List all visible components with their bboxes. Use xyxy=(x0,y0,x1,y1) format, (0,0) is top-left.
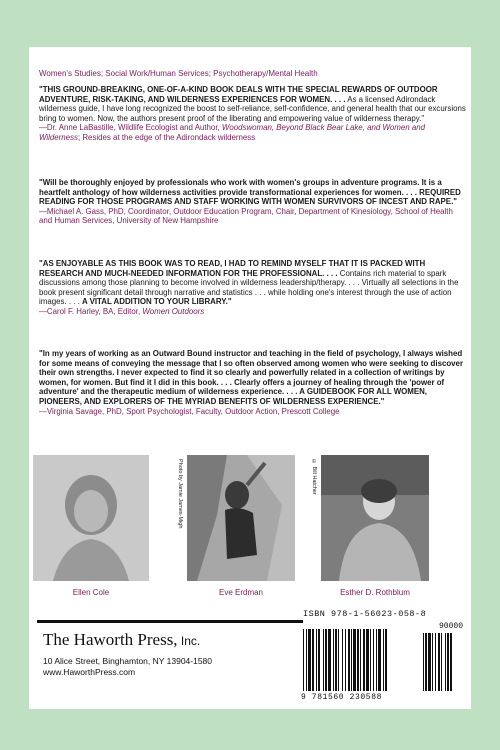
blurb-4-bold: "In my years of working as an Outward Bound instructor and teaching in the field of psychology, I always wished for some means of conveying the message that I so often observed among women who were seeking to discover their own strengths. I never expected to find it so clearly and powerfully related in a collection of writings by women, for women. But find it I did in this book. . . . Clearly offers a journey of healing through the 'power of adventure' and the therapeutic medium of wilderness experience. . . . A GUIDEBOOK FOR ALL WOMEN, PIONEERS, AND EXPLORERS OF THE MYRIAD BENEFITS OF WILDERNESS EXPERIENCE." xyxy=(39,349,464,406)
blurb-2 xyxy=(39,178,467,226)
photo-credit-2: © Bill Hatcher xyxy=(311,459,317,495)
publisher-rule xyxy=(37,620,303,623)
photo-credit-1: Photo by Jamie James-Migh xyxy=(177,459,183,529)
barcode-addon-bar xyxy=(425,633,427,691)
barcode-bar xyxy=(342,629,343,691)
barcode-bar xyxy=(328,629,331,691)
blurb-3-attribution xyxy=(39,307,204,316)
category-line: Women's Studies; Social Work/Human Services; Psychotherapy/Mental Health xyxy=(39,69,318,78)
blurb-1 xyxy=(39,85,467,143)
back-cover-panel xyxy=(29,47,471,709)
publisher-url[interactable]: www.HaworthPress.com xyxy=(43,667,136,677)
barcode-bar xyxy=(385,629,387,691)
barcode-bar xyxy=(360,629,361,691)
barcode-bar xyxy=(376,629,377,691)
blurb-3-bold2: A VITAL ADDITION TO YOUR LIBRARY." xyxy=(81,297,232,307)
barcode-bar xyxy=(383,629,384,691)
blurb-1-bold: "THIS GROUND-BREAKING, ONE-OF-A-KIND BOOK DEALS WITH THE SPECIAL REWARDS OF OUTDOOR ADVENTURE, RISK-TAKING, AND WILDERNESS EXPERIENCES FOR WOMEN. . . . xyxy=(39,85,438,104)
barcode-bar xyxy=(333,629,334,691)
blurb-3-attr-pub: Women Outdoors xyxy=(142,306,205,316)
blurb-1-attr-works: Woodswoman, Beyond Black Bear Lake, and Women and Wilderness xyxy=(39,123,425,142)
barcode-bar xyxy=(338,629,339,691)
publisher-address-block xyxy=(43,656,212,678)
barcode-bar xyxy=(318,629,320,691)
barcode-addon-bar xyxy=(435,633,436,691)
barcode-addon-bar xyxy=(438,633,440,691)
blurb-4 xyxy=(39,349,467,416)
caption-eve-erdman: Eve Erdman xyxy=(218,588,264,597)
barcode-addon-bar xyxy=(432,633,433,691)
barcode-bar xyxy=(323,629,324,691)
barcode-bar xyxy=(363,629,365,691)
caption-ellen-cole: Ellen Cole xyxy=(72,588,110,597)
blurb-3-attr-name: —Carol F. Harley, BA, Editor, xyxy=(39,306,143,316)
blurb-2-bold: "Will be thoroughly enjoyed by professionals who work with women's groups in adventure programs. It is a heartfelt anthology of how wilderness activities provide transformational experiences for women. . . . REQUIRED READING FOR THOSE PROGRAMS AND STAFF WORKING WITH WOMEN SURVIVORS OF INCEST AND RAPE." xyxy=(39,178,461,207)
publisher-address: 10 Alice Street, Binghamton, NY 13904-1580 xyxy=(43,656,213,666)
barcode-image xyxy=(301,629,465,695)
price-code: 90000 xyxy=(438,622,463,631)
barcode-bar xyxy=(351,629,352,691)
publisher-suffix: Inc. xyxy=(177,634,201,648)
barcode-bar xyxy=(348,629,350,691)
barcode-addon-bar xyxy=(441,633,442,691)
blurb-1-attribution xyxy=(39,123,425,142)
barcode-bar xyxy=(325,629,327,691)
barcode-addon-bar xyxy=(428,633,431,691)
blurb-3 xyxy=(39,259,467,317)
blurb-2-attribution: —Michael A. Gass, PhD, Coordinator, Outdoor Education Program, Chair, Department of Kinesiology, School of Health and Human Services, University of New Hampshire xyxy=(39,206,453,226)
barcode-bar xyxy=(312,629,314,691)
blurb-3-text: Contains rich material to spark discussions among those planning to become involved in wilderness leadership/therapy. . . . Virtually all selections in the book present significant detail through narrative and statistics . . . while holding one's interest through the use of action images. . . . xyxy=(39,268,459,307)
publisher-name-text: The Haworth Press, xyxy=(43,630,178,649)
barcode-bar xyxy=(366,629,369,691)
portrait-image-2 xyxy=(321,455,429,581)
ean-number: 9 781560 230588 xyxy=(301,693,383,702)
photo-eve-erdman xyxy=(187,455,295,581)
barcode-bar xyxy=(335,629,337,691)
blurb-1-attr-name: —Dr. Anne LaBastille, Wildlife Ecologist and Author, xyxy=(39,123,222,133)
photo-ellen-cole xyxy=(33,455,149,581)
barcode-bar xyxy=(378,629,381,691)
barcode-addon-bar xyxy=(423,633,424,691)
photo-esther-rothblum xyxy=(321,455,429,581)
isbn-text: ISBN 978-1-56023-058-8 xyxy=(303,609,427,619)
publisher-name xyxy=(43,630,200,650)
barcode-bar xyxy=(353,629,356,691)
barcode-bar xyxy=(316,629,317,691)
barcode-addon-bar xyxy=(447,633,449,691)
barcode-bar xyxy=(308,629,311,691)
climbing-image xyxy=(187,455,295,581)
barcode-bar xyxy=(345,629,346,691)
barcode-bar xyxy=(306,629,307,691)
blurb-4-attribution: —Virginia Savage, PhD, Sport Psychologist, Faculty, Outdoor Action, Prescott College xyxy=(39,406,340,416)
barcode-bar xyxy=(357,629,359,691)
caption-esther-rothblum: Esther D. Rothblum xyxy=(340,588,410,597)
barcode-block xyxy=(301,609,465,705)
barcode-addon-bar xyxy=(450,633,452,691)
barcode-bar xyxy=(303,629,304,691)
blurb-1-text: As a licensed Adirondack wilderness guide, I have long recognized the boost to self-reliance, self-confidence, and general health that our excursions bring to women. Now, the authors present proof of the liberating and empowering value of wilderness therapy." xyxy=(39,94,466,123)
portrait-image xyxy=(33,455,149,581)
blurb-3-bold: "AS ENJOYABLE AS THIS BOOK WAS TO READ, I HAD TO REMIND MYSELF THAT IT IS PACKED WITH RESEARCH AND MUCH-NEEDED INFORMATION FOR THE PROFESSIONAL. . . . xyxy=(39,259,426,278)
barcode-bar xyxy=(373,629,374,691)
blurb-1-attr-tail: ; Resides at the edge of the Adirondack wilderness xyxy=(77,132,256,142)
barcode-addon-bar xyxy=(445,633,446,691)
barcode-bar xyxy=(370,629,371,691)
